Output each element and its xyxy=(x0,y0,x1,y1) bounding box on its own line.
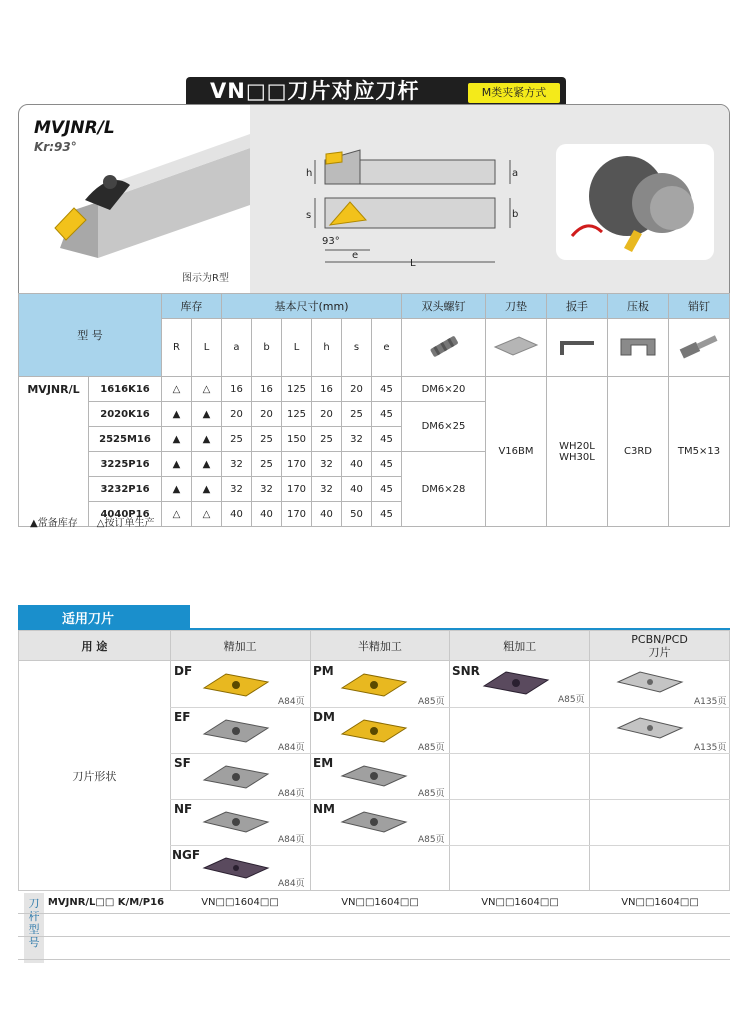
col-wrench: 扳手 xyxy=(547,294,608,319)
insert-pm-icon xyxy=(338,670,410,700)
wrench-value xyxy=(547,377,608,527)
dim-L-0: 125 xyxy=(282,377,312,402)
col-use: 用 途 xyxy=(19,631,171,661)
col-semi: 半精加工 xyxy=(310,631,450,661)
holder-empty-row-1 xyxy=(18,914,170,937)
row-code-3: 3225P16 xyxy=(89,452,162,477)
dim-b-2: 25 xyxy=(252,427,282,452)
insert-code-pm: PM xyxy=(313,664,334,678)
dim-e-5: 45 xyxy=(372,502,402,527)
inserts-section-title: 适用刀片 xyxy=(62,612,115,627)
row-sep-1 xyxy=(170,707,730,708)
sub-b: b xyxy=(252,319,282,377)
illustration-caption: 图示为R型 xyxy=(182,273,229,284)
clamp-type-badge: M类夹紧方式 xyxy=(468,83,560,103)
insert-code-sf: SF xyxy=(174,756,191,770)
dim-L-1: 125 xyxy=(282,402,312,427)
stock-l-3: ▲ xyxy=(192,452,222,477)
insert-code-df: DF xyxy=(174,664,193,678)
stock-r-4: ▲ xyxy=(162,477,192,502)
page-snr: A85页 xyxy=(558,695,585,705)
dim-s-2: 32 xyxy=(342,427,372,452)
dimension-drawing xyxy=(300,140,530,275)
insert-ngf-icon xyxy=(200,854,272,884)
stock-l-1: ▲ xyxy=(192,402,222,427)
spec-table xyxy=(18,293,730,527)
dim-L-5: 170 xyxy=(282,502,312,527)
dim-a-3: 32 xyxy=(222,452,252,477)
dim-b-5: 40 xyxy=(252,502,282,527)
insert-sf-icon xyxy=(200,762,272,792)
insert-code-dm: DM xyxy=(313,710,335,724)
stock-r-1: ▲ xyxy=(162,402,192,427)
holder-pcbn: VN□□1604□□ xyxy=(590,891,730,914)
stock-legend xyxy=(30,514,154,529)
dim-e-3: 45 xyxy=(372,452,402,477)
col-clamp: 压板 xyxy=(608,294,669,319)
insert-em-icon xyxy=(338,762,410,792)
col-pin: 销钉 xyxy=(669,294,730,319)
dim-a-0: 16 xyxy=(222,377,252,402)
page-nf: A84页 xyxy=(278,835,305,845)
col-stock: 库存 xyxy=(162,294,222,319)
page-pm: A85页 xyxy=(418,697,445,707)
stock-l-0: △ xyxy=(192,377,222,402)
col-finish: 精加工 xyxy=(170,631,310,661)
insert-code-nm: NM xyxy=(313,802,335,816)
sub-r: R xyxy=(162,319,192,377)
sub-a: a xyxy=(222,319,252,377)
dim-L: L xyxy=(410,258,416,269)
row-code-2: 2525M16 xyxy=(89,427,162,452)
page-em: A85页 xyxy=(418,789,445,799)
shim-value: V16BM xyxy=(486,377,547,527)
dim-b: b xyxy=(512,209,519,220)
holder-name: MVJNR/L□□ K/M/P16 xyxy=(18,891,170,914)
screw-0: DM6×20 xyxy=(402,377,486,402)
dim-h-1: 20 xyxy=(312,402,342,427)
legend-stock: ▲常备库存 xyxy=(30,518,78,529)
stock-r-2: ▲ xyxy=(162,427,192,452)
col-model: 型 号 xyxy=(19,294,162,377)
insert-ef-icon xyxy=(200,716,272,746)
holder-finish: VN□□1604□□ xyxy=(170,891,310,914)
row-code-4: 3232P16 xyxy=(89,477,162,502)
shim-icon xyxy=(486,319,547,377)
sub-L: L xyxy=(282,319,312,377)
tool-holder-illustration xyxy=(50,130,250,265)
dim-h-5: 40 xyxy=(312,502,342,527)
dim-L-2: 150 xyxy=(282,427,312,452)
page-df: A84页 xyxy=(278,697,305,707)
row-code-5: 4040P16 xyxy=(89,502,162,527)
dim-s-1: 25 xyxy=(342,402,372,427)
dim-angle: 93° xyxy=(322,236,340,247)
dim-a-2: 25 xyxy=(222,427,252,452)
page-nm: A85页 xyxy=(418,835,445,845)
stock-l-2: ▲ xyxy=(192,427,222,452)
dim-h-4: 32 xyxy=(312,477,342,502)
holder-semi: VN□□1604□□ xyxy=(310,891,450,914)
row-sep-2 xyxy=(170,753,730,754)
insert-code-em: EM xyxy=(313,756,334,770)
page-sf: A84页 xyxy=(278,789,305,799)
pin-value: TM5×13 xyxy=(669,377,730,527)
sub-h: h xyxy=(312,319,342,377)
vert-4: 号 xyxy=(28,936,40,949)
dim-e: e xyxy=(352,250,359,261)
clamp-value: C3RD xyxy=(608,377,669,527)
insert-code-ef: EF xyxy=(174,710,191,724)
insert-df-icon xyxy=(200,670,272,700)
dim-h-2: 25 xyxy=(312,427,342,452)
page-ef: A84页 xyxy=(278,743,305,753)
dim-b-3: 25 xyxy=(252,452,282,477)
wrench-2: WH30L xyxy=(559,451,595,463)
insert-code-nf: NF xyxy=(174,802,193,816)
holder-empty-row-2 xyxy=(18,937,170,960)
col-screw: 双头螺钉 xyxy=(402,294,486,319)
dim-h-3: 32 xyxy=(312,452,342,477)
holder-table xyxy=(18,890,730,960)
page-title: VN□□刀片对应刀杆 xyxy=(210,79,420,103)
page-dm: A85页 xyxy=(418,743,445,753)
row-code-0: 1616K16 xyxy=(89,377,162,402)
sub-s: s xyxy=(342,319,372,377)
page-ngf: A84页 xyxy=(278,879,305,889)
row-sep-4 xyxy=(170,845,730,846)
row-code-1: 2020K16 xyxy=(89,402,162,427)
family-name: MVJNR/L xyxy=(19,377,89,527)
dim-L-3: 170 xyxy=(282,452,312,477)
wrench-icon xyxy=(547,319,608,377)
col-pcbn-line2: 刀片 xyxy=(648,645,671,659)
insert-code-snr: SNR xyxy=(452,664,480,678)
pin-icon xyxy=(669,319,730,377)
insert-nf-icon xyxy=(200,808,272,838)
page-pcbn-1: A135页 xyxy=(694,697,727,707)
col-shim: 刀垫 xyxy=(486,294,547,319)
screw-icon xyxy=(402,319,486,377)
dim-s-0: 20 xyxy=(342,377,372,402)
insert-nm-icon xyxy=(338,808,410,838)
sub-l: L xyxy=(192,319,222,377)
col-pcbn-line1: PCBN/PCD xyxy=(631,632,688,646)
sub-e: e xyxy=(372,319,402,377)
col-dims: 基本尺寸(mm) xyxy=(222,294,402,319)
dim-s: s xyxy=(306,210,312,221)
vert-2: 杆 xyxy=(28,910,40,923)
dim-L-4: 170 xyxy=(282,477,312,502)
tab-slant xyxy=(170,605,190,629)
vert-3: 型 xyxy=(28,923,40,936)
dim-s-5: 50 xyxy=(342,502,372,527)
dim-e-0: 45 xyxy=(372,377,402,402)
insert-snr-icon xyxy=(480,668,552,698)
dim-e-4: 45 xyxy=(372,477,402,502)
dim-h: h xyxy=(306,168,313,179)
dim-a-1: 20 xyxy=(222,402,252,427)
insert-code-ngf: NGF xyxy=(172,848,201,862)
screw-2: DM6×28 xyxy=(402,452,486,527)
holder-rough: VN□□1604□□ xyxy=(450,891,590,914)
clamp-illustration xyxy=(562,148,712,258)
col-pcbn xyxy=(590,631,730,661)
insert-pcbn-2-icon xyxy=(614,714,686,744)
kr-angle: Kr:93° xyxy=(34,140,77,154)
dim-h-0: 16 xyxy=(312,377,342,402)
stock-l-4: ▲ xyxy=(192,477,222,502)
clamp-icon xyxy=(608,319,669,377)
dim-a-5: 40 xyxy=(222,502,252,527)
dim-b-0: 16 xyxy=(252,377,282,402)
page-pcbn-2: A135页 xyxy=(694,743,727,753)
shape-row-label: 刀片形状 xyxy=(19,661,171,891)
dim-b-1: 20 xyxy=(252,402,282,427)
stock-r-3: ▲ xyxy=(162,452,192,477)
vert-1: 刀 xyxy=(28,897,40,910)
product-model: MVJNR/L xyxy=(34,118,115,138)
dim-a-4: 32 xyxy=(222,477,252,502)
dim-s-4: 40 xyxy=(342,477,372,502)
stock-r-0: △ xyxy=(162,377,192,402)
row-sep-3 xyxy=(170,799,730,800)
insert-pcbn-1-icon xyxy=(614,668,686,698)
col-rough: 粗加工 xyxy=(450,631,590,661)
dim-s-3: 40 xyxy=(342,452,372,477)
dim-e-1: 45 xyxy=(372,402,402,427)
wrench-1: WH20L xyxy=(559,440,595,452)
dim-b-4: 32 xyxy=(252,477,282,502)
legend-order: △按订单生产 xyxy=(96,518,155,529)
dim-a: a xyxy=(512,168,519,179)
insert-dm-icon xyxy=(338,716,410,746)
stock-l-5: △ xyxy=(192,502,222,527)
stock-r-5: △ xyxy=(162,502,192,527)
screw-1: DM6×25 xyxy=(402,402,486,452)
dim-e-2: 45 xyxy=(372,427,402,452)
